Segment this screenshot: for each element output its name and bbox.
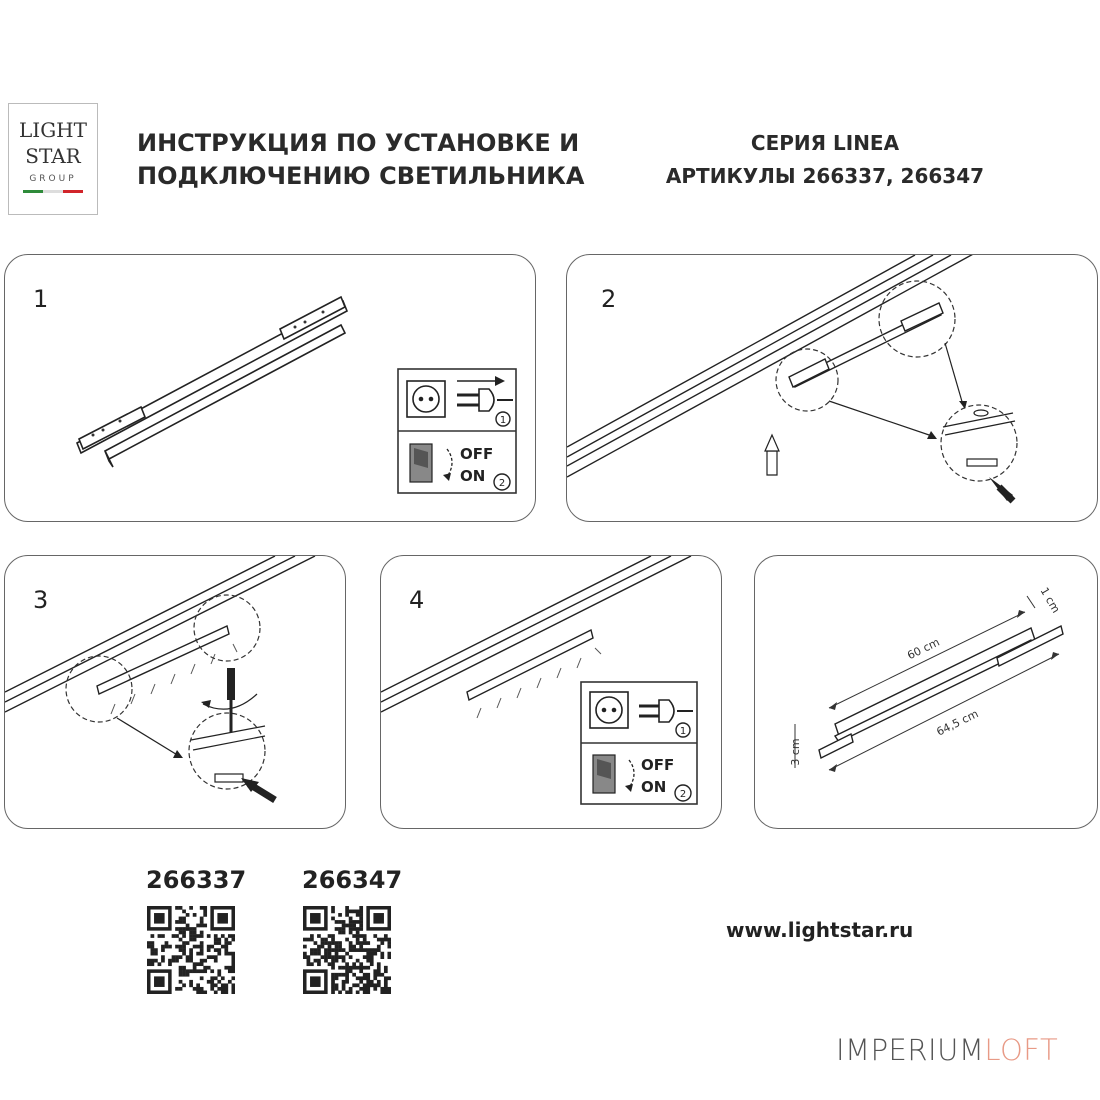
svg-text:2: 2 [679,789,687,800]
step-2-panel [566,254,1098,522]
series-name: СЕРИЯ LINEA [750,131,900,155]
step-3-illustration [5,556,345,828]
title-line-2: ПОДКЛЮЧЕНИЮ СВЕТИЛЬНИКА [137,162,585,190]
up-arrow-icon [765,435,779,475]
brand-logo [8,103,98,215]
watermark-part-1: IMPERIUM [836,1033,985,1067]
length-outer-label: 64,5 cm [934,707,981,739]
step-2-illustration [567,255,1097,521]
step-1-number: 1 [33,285,49,313]
on-label: ON [460,467,486,485]
luminaire-body [467,630,593,700]
step-2-number: 2 [601,285,617,313]
width-label: 1 cm [1037,585,1063,616]
detail-zoom-circle [189,713,265,789]
length-inner-label: 60 cm [905,635,942,663]
step-3-number: 3 [33,586,49,614]
step-3-panel [4,555,346,829]
step-4-number: 4 [409,586,425,614]
off-label: OFF [460,445,494,463]
article-numbers: АРТИКУЛЫ 266337, 266347 [665,164,985,188]
qr-code-1[interactable] [147,906,235,994]
off-label: OFF [641,756,675,774]
dimensions-panel [754,555,1098,829]
svg-text:1: 1 [679,726,687,737]
svg-text:1: 1 [499,415,507,426]
qr-code-label-1: 266337 [146,866,247,894]
italian-flag-icon [23,190,83,193]
track-rail [5,556,315,712]
qr-code-2[interactable] [303,906,391,994]
step-1-illustration [5,255,535,521]
watermark [836,1033,1058,1067]
svg-text:2: 2 [498,478,506,489]
series-block [640,127,1010,193]
title-line-1: ИНСТРУКЦИЯ ПО УСТАНОВКЕ И [137,129,580,157]
watermark-part-2: LOFT [984,1033,1059,1067]
logo-text-light: LIGHT [19,118,87,142]
power-off-instruction [398,369,516,493]
step-1-panel [4,254,536,522]
on-label: ON [641,778,667,796]
qr-code-label-2: 266347 [302,866,403,894]
step-4-illustration [381,556,721,828]
power-on-instruction [581,682,697,804]
logo-text-group: GROUP [29,174,77,184]
website-link[interactable]: www.lightstar.ru [726,918,914,942]
step-4-panel [380,555,722,829]
height-label: 3 cm [789,738,802,766]
logo-text-star: STAR [25,144,81,168]
document-title [137,127,584,193]
dimensions-illustration [755,556,1097,828]
